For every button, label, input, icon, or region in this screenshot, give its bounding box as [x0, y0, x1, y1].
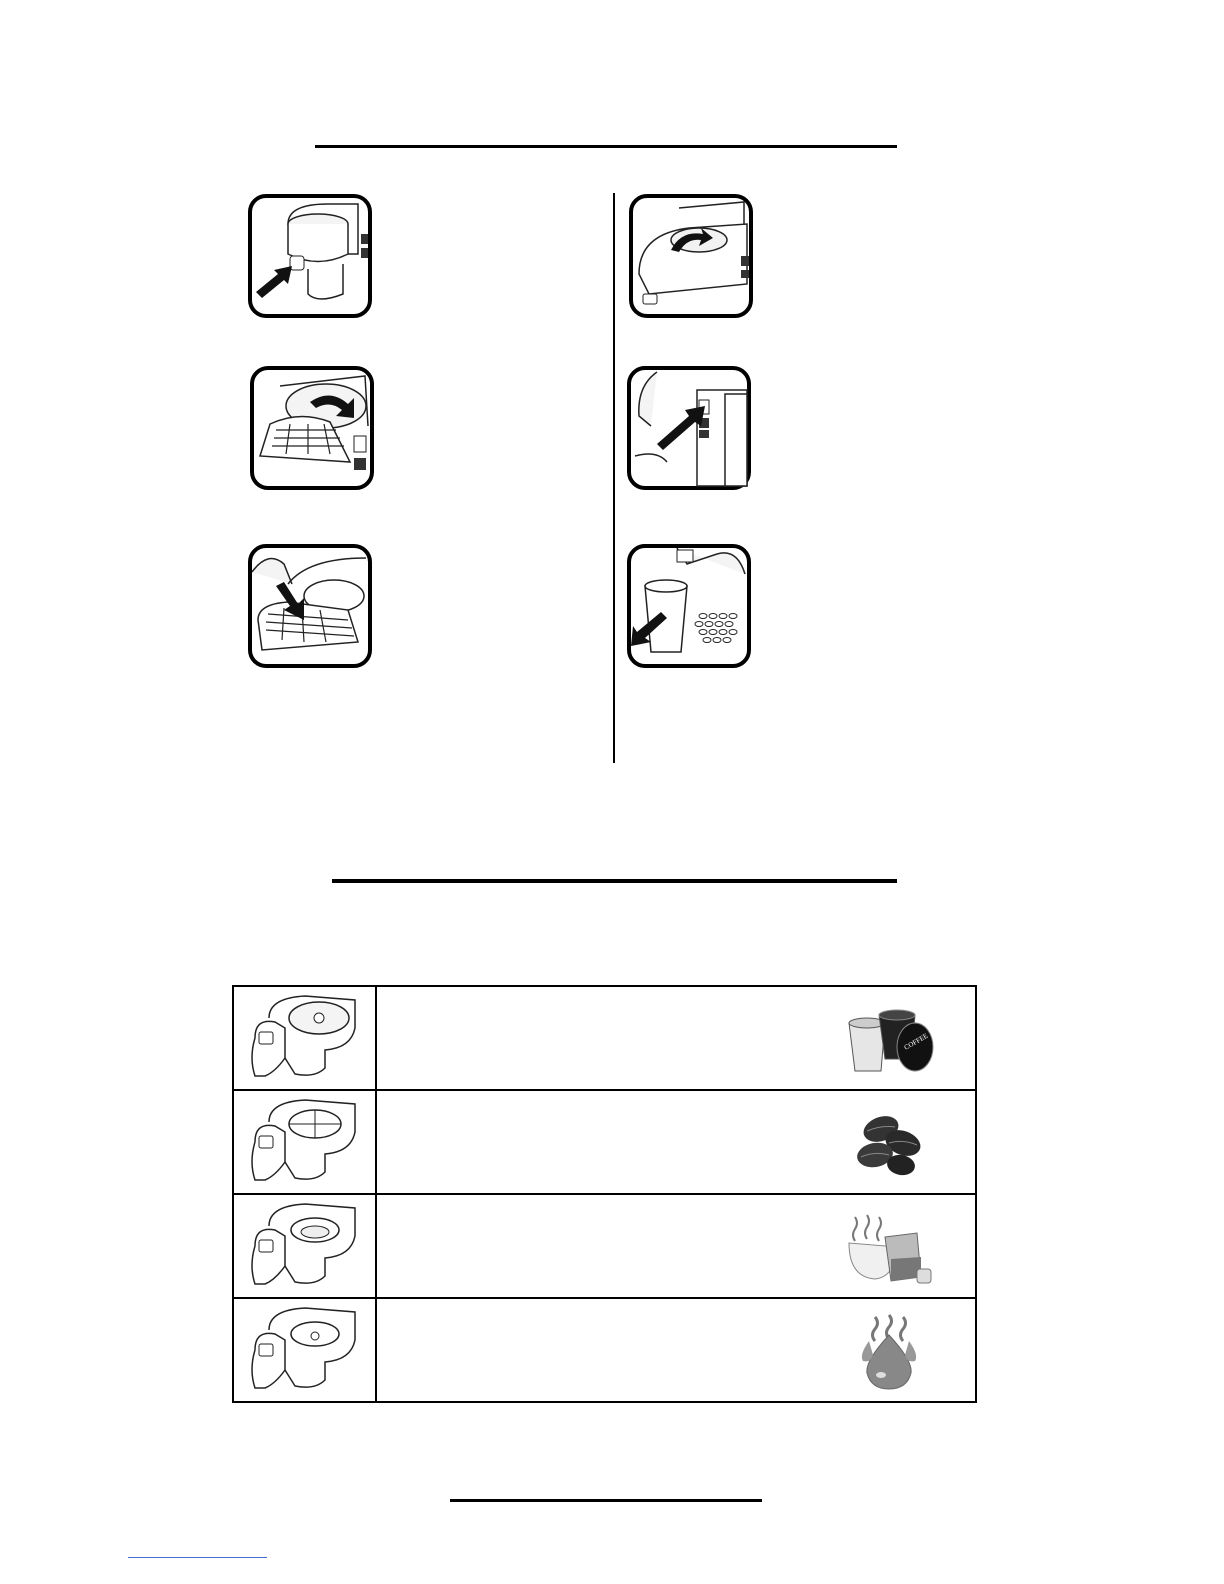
ground-coffee-adapter-image	[233, 1090, 376, 1194]
step-5-press-button-image	[627, 366, 751, 490]
column-divider	[613, 193, 615, 763]
attachment-row-pod	[233, 986, 976, 1090]
coffee-pods-icon	[845, 999, 935, 1079]
attachment-row-ground-coffee	[233, 1090, 976, 1194]
section-1-title-rule	[315, 145, 897, 148]
section-2-title-rule	[332, 879, 897, 883]
attachment-row-hot-water	[233, 1298, 976, 1402]
step-4-lift-lid-image	[629, 194, 753, 318]
tea-adapter-image	[233, 1194, 376, 1298]
attachment-desc-pod	[376, 986, 976, 1090]
hot-water-drop-icon	[845, 1311, 935, 1391]
attachments-table	[232, 985, 977, 1403]
tea-bag-icon	[845, 1207, 935, 1287]
attachment-desc-ground-coffee	[376, 1090, 976, 1194]
footer-title-rule	[450, 1499, 762, 1502]
step-2-open-lid-image	[250, 366, 374, 490]
bottom-link-underline[interactable]	[128, 1557, 267, 1558]
step-1-release-lid-image	[248, 194, 372, 318]
pod-label-text: COFFEE	[902, 1031, 930, 1052]
step-6-remove-cup-image	[627, 544, 751, 668]
attachment-row-tea	[233, 1194, 976, 1298]
pod-adapter-image	[233, 986, 376, 1090]
attachment-desc-hot-water	[376, 1298, 976, 1402]
step-3-fill-water-image	[248, 544, 372, 668]
hot-water-adapter-image	[233, 1298, 376, 1402]
attachment-desc-tea	[376, 1194, 976, 1298]
coffee-beans-icon	[845, 1103, 935, 1183]
